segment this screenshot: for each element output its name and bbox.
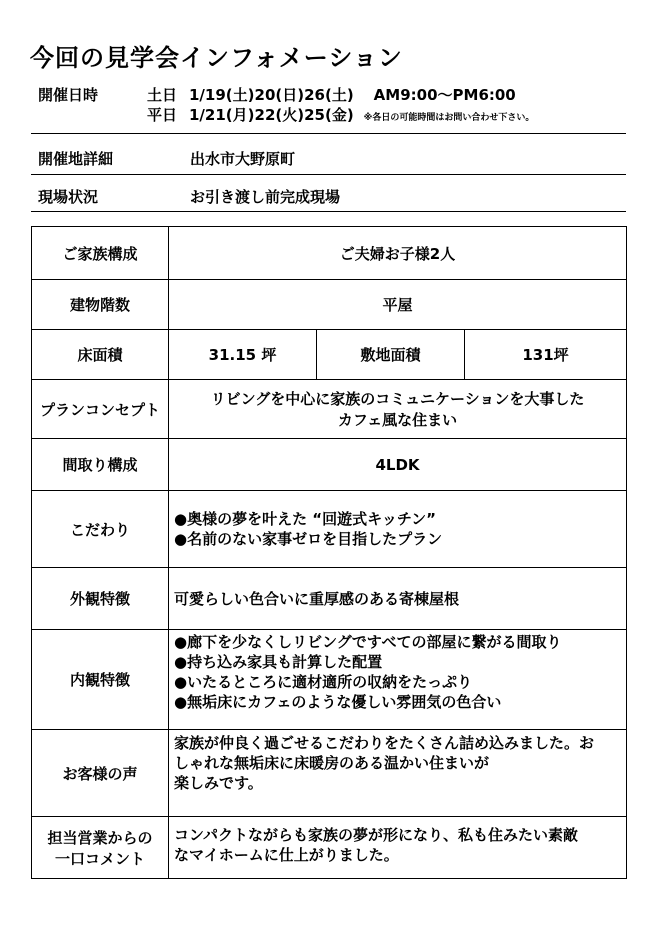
floor-area-label: 床面積	[32, 330, 169, 380]
concept-line: カフェ風な住まい	[337, 411, 458, 429]
family-value: ご夫婦お子様2人	[169, 227, 627, 280]
layout-value: 4LDK	[169, 439, 627, 491]
comment-line: コンパクトながらも家族の夢が形になり、私も住みたい素敵	[174, 826, 578, 844]
concept-label: プランコンセプト	[32, 380, 169, 439]
schedule-label: 開催日時	[38, 86, 99, 104]
comment-label-line: 担当営業からの	[47, 828, 153, 847]
interior-value	[169, 630, 627, 730]
floor-area-value: 31.15 坪	[169, 330, 317, 380]
table-row	[32, 227, 627, 280]
weekend-label: 土日	[147, 86, 178, 104]
status-label: 現場状況	[38, 188, 99, 206]
table-row	[32, 439, 627, 491]
features-line: ●奥様の夢を叶えた “回遊式キッチン”	[174, 510, 436, 528]
details-table	[31, 226, 627, 879]
site-area-value: 131坪	[465, 330, 627, 380]
exterior-value: 可愛らしい色合いに重厚感のある寄棟屋根	[169, 568, 627, 630]
voice-line: 楽しみです。	[174, 774, 263, 792]
voice-value	[169, 730, 627, 817]
interior-line: ●いたるところに適材適所の収納をたっぷり	[174, 673, 473, 691]
comment-label	[32, 817, 169, 879]
divider	[31, 174, 626, 175]
table-row	[32, 568, 627, 630]
table-row	[32, 380, 627, 439]
divider	[31, 211, 626, 212]
comment-line: なマイホームに仕上がりました。	[174, 846, 399, 864]
interior-line: ●廊下を少なくしリビングですべての部屋に繋がる間取り	[174, 633, 562, 651]
comment-label-line: 一口コメント	[54, 849, 145, 868]
weekday-dates: 1/21(月)22(火)25(金)	[189, 106, 354, 124]
schedule-time: AM9:00～PM6:00	[373, 86, 516, 104]
page-title: 今回の見学会インフォメーション	[30, 44, 403, 72]
location-label: 開催地詳細	[38, 150, 114, 168]
weekend-dates: 1/19(土)20(日)26(土)	[189, 86, 354, 104]
schedule-weekday-row	[147, 104, 534, 125]
status-value: お引き渡し前完成現場	[190, 188, 341, 206]
voice-line: 家族が仲良く過ごせるこだわりをたくさん詰め込みました。お	[174, 734, 595, 752]
site-area-label: 敷地面積	[317, 330, 465, 380]
location-value: 出水市大野原町	[190, 150, 296, 168]
interior-label: 内観特徴	[32, 630, 169, 730]
floors-label: 建物階数	[32, 280, 169, 330]
comment-value	[169, 817, 627, 879]
family-label: ご家族構成	[32, 227, 169, 280]
voice-label: お客様の声	[32, 730, 169, 817]
schedule-note: ※各日の可能時間はお問い合わせ下さい。	[363, 113, 535, 123]
concept-value	[169, 380, 627, 439]
table-row	[32, 491, 627, 568]
divider	[31, 133, 626, 134]
table-row	[32, 280, 627, 330]
table-row	[32, 630, 627, 730]
features-value	[169, 491, 627, 568]
concept-line: リビングを中心に家族のコミュニケーションを大事した	[210, 390, 585, 408]
interior-line: ●無垢床にカフェのような優しい雰囲気の色合い	[174, 693, 502, 711]
exterior-label: 外観特徴	[32, 568, 169, 630]
floors-value: 平屋	[169, 280, 627, 330]
voice-line: しゃれな無垢床に床暖房のある温かい住まいが	[174, 754, 490, 772]
layout-label: 間取り構成	[32, 439, 169, 491]
features-line: ●名前のない家事ゼロを目指したプラン	[174, 530, 443, 548]
table-row	[32, 730, 627, 817]
features-label: こだわり	[32, 491, 169, 568]
weekday-label: 平日	[147, 106, 178, 124]
interior-line: ●持ち込み家具も計算した配置	[174, 653, 383, 671]
table-row	[32, 330, 627, 380]
schedule-weekend-row	[147, 84, 516, 105]
table-row	[32, 817, 627, 879]
